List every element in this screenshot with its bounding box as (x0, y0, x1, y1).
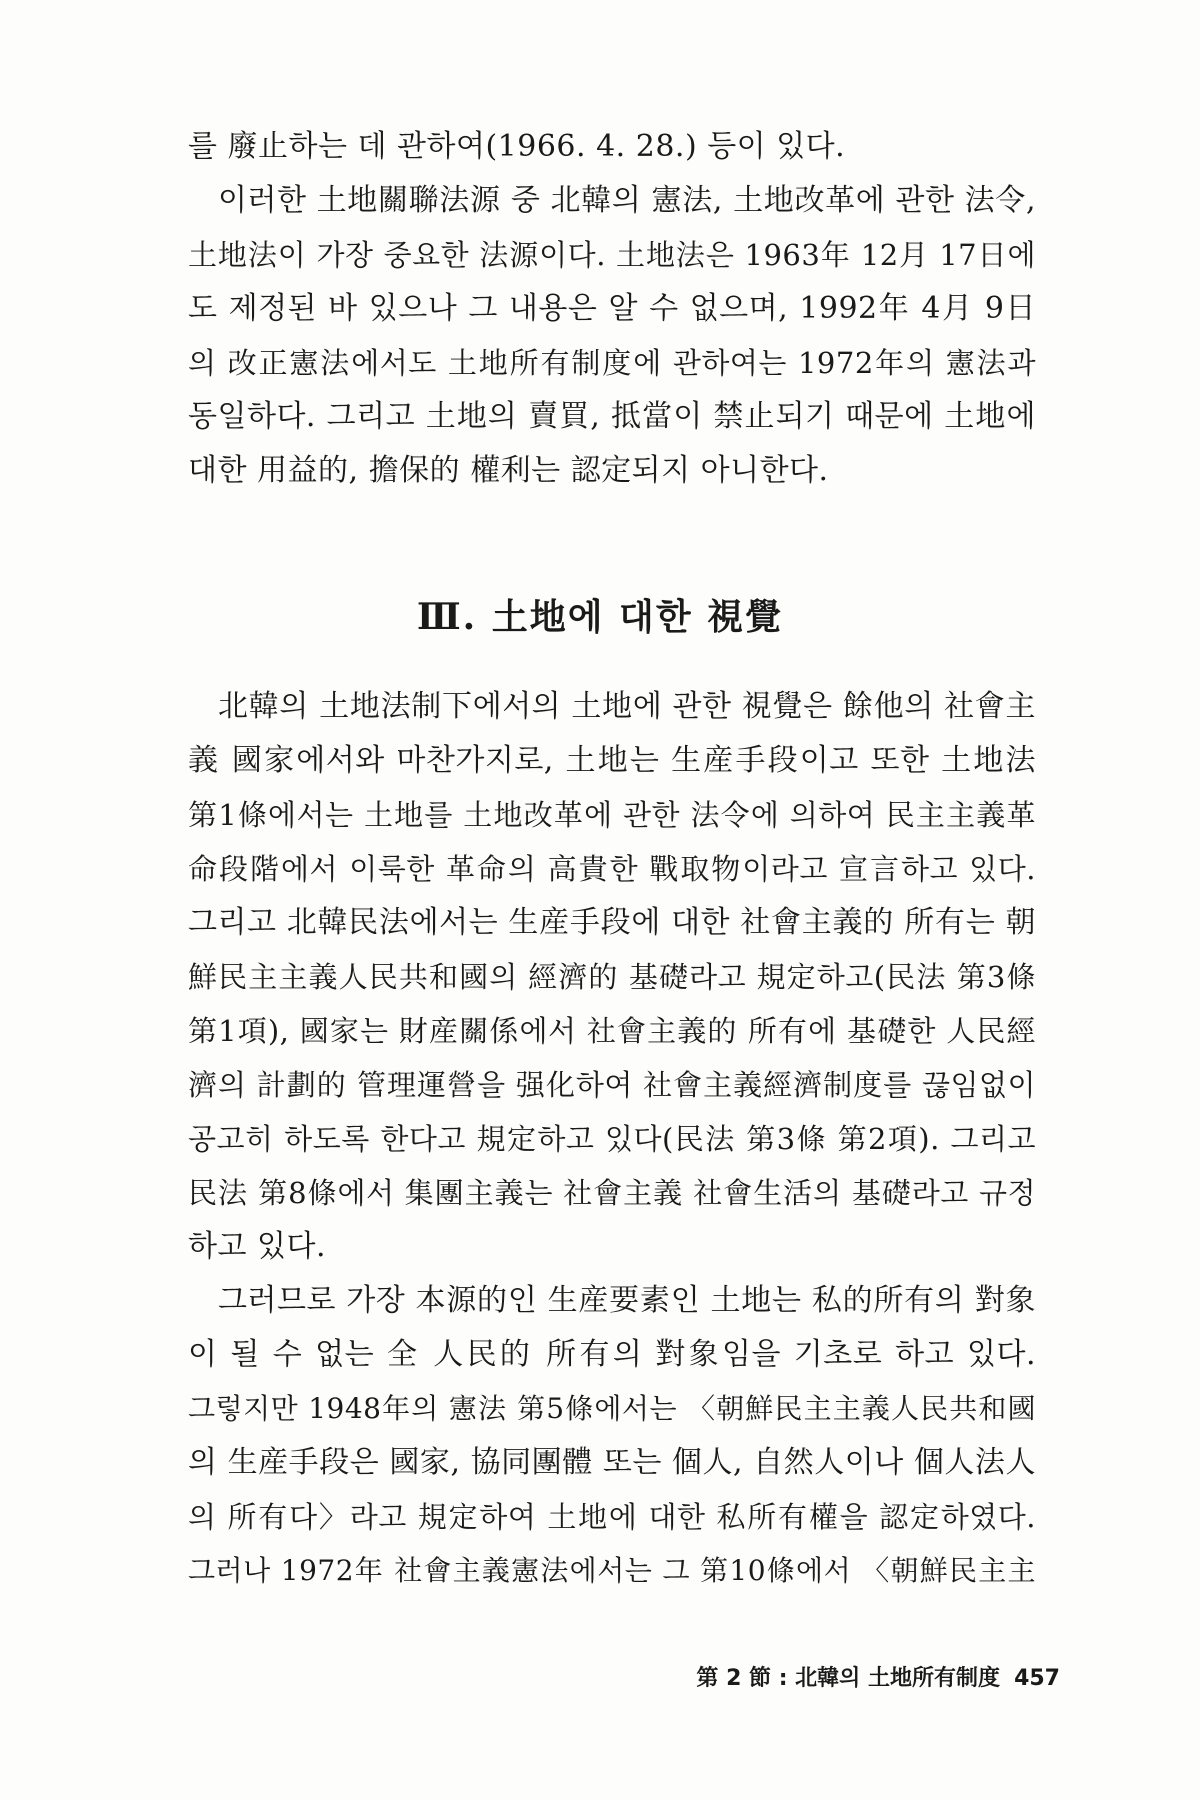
section-heading: Ⅲ. 土地에 대한 視覺 (416, 596, 784, 638)
text-line: 의 改正憲法에서도 土地所有制度에 관하여는 1972年의 憲法과 (188, 346, 1036, 380)
text-line: 土地法이 가장 중요한 法源이다. 土地法은 1963年 12月 17日에 (188, 238, 1036, 272)
text-line: 그렇지만 1948年의 憲法 第5條에서는 〈朝鮮民主主義人民共和國 (188, 1392, 1036, 1425)
text-line: 동일하다. 그리고 土地의 賣買, 抵當이 禁止되기 때문에 土地에 (188, 399, 1036, 434)
text-line: 도 제정된 바 있으나 그 내용은 알 수 없으며, 1992年 4月 9日 (188, 291, 1036, 326)
text-line: 의 所有다〉라고 規定하여 土地에 대한 私所有權을 認定하였다. (188, 1500, 1036, 1534)
text-line: 濟의 計劃的 管理運營을 强化하여 社會主義經濟制度를 끊임없이 (188, 1068, 1036, 1102)
text-line: 대한 用益的, 擔保的 權利는 認定되지 아니한다. (188, 453, 829, 488)
text-line: 北韓의 土地法制下에서의 土地에 관한 視覺은 餘他의 社會主 (218, 689, 1036, 724)
page-number: 457 (1014, 1666, 1060, 1691)
running-title: 第 2 節 : 北韓의 土地所有制度 (696, 1666, 1001, 1691)
text-line: 의 生産手段은 國家, 協同團體 또는 個人, 自然人이나 個人法人 (188, 1445, 1036, 1480)
paragraph-block-main (188, 680, 1036, 1598)
text-line: 그러므로 가장 本源的인 生産要素인 土地는 私的所有의 對象 (218, 1283, 1036, 1318)
text-line: 第1條에서는 土地를 土地改革에 관한 法令에 의하여 民主主義革 (188, 798, 1036, 832)
text-line: 를 廢止하는 데 관하여(1966. 4. 28.) 등이 있다. (188, 129, 846, 164)
text-line: 民法 第8條에서 集團主義는 社會主義 社會生活의 基礎라고 규정 (188, 1176, 1036, 1210)
text-line: 그리고 北韓民法에서는 生産手段에 대한 社會主義的 所有는 朝 (188, 905, 1036, 940)
text-line: 命段階에서 이룩한 革命의 高貴한 戰取物이라고 宣言하고 있다. (188, 852, 1036, 886)
text-line: 義 國家에서와 마찬가지로, 土地는 生産手段이고 또한 土地法 (188, 743, 1036, 778)
text-line: 第1項), 國家는 財産關係에서 社會主義的 所有에 基礎한 人民經 (188, 1014, 1036, 1048)
text-line: 그러나 1972年 社會主義憲法에서는 그 第10條에서 〈朝鮮民主主 (188, 1554, 1036, 1587)
text-line: 하고 있다. (188, 1229, 326, 1264)
text-line: 공고히 하도록 한다고 規定하고 있다(民法 第3條 第2項). 그리고 (188, 1122, 1036, 1156)
text-line: 이 될 수 없는 全 人民的 所有의 對象임을 기초로 하고 있다. (188, 1337, 1036, 1372)
text-line: 鮮民主主義人民共和國의 經濟的 基礎라고 規定하고(民法 第3條 (188, 960, 1036, 994)
page-footer (640, 1664, 1060, 1694)
text-line: 이러한 土地關聯法源 중 北韓의 憲法, 土地改革에 관한 法令, (218, 183, 1036, 218)
paragraph-block-continued (188, 120, 1036, 498)
